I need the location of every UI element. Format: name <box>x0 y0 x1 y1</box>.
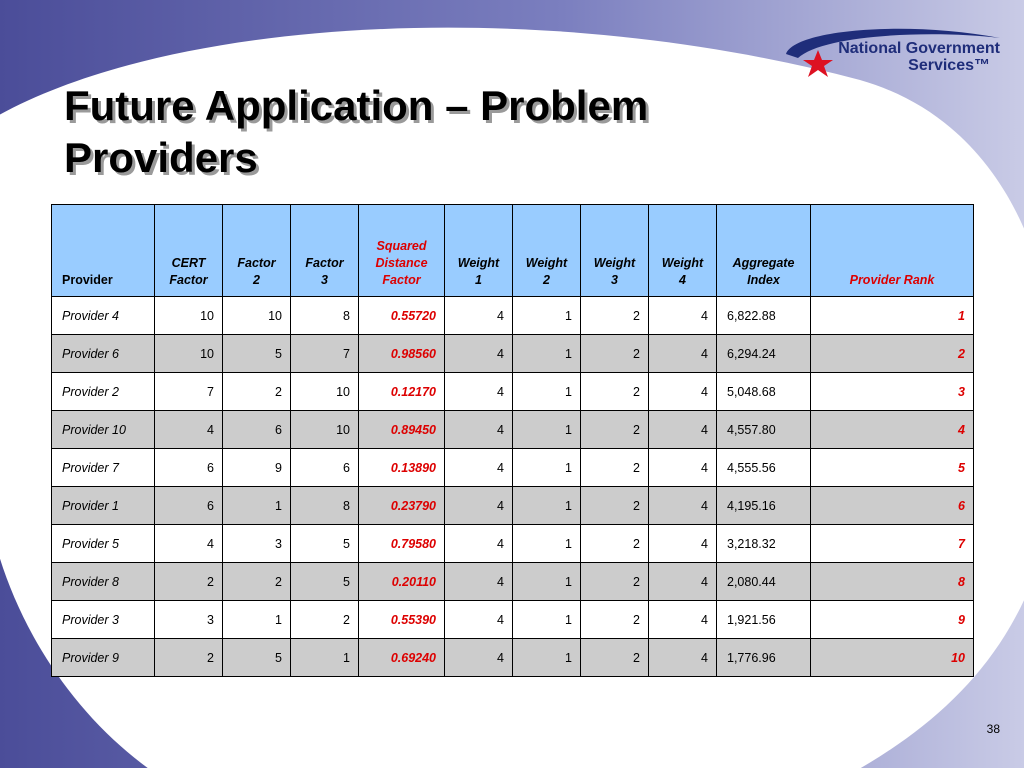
cell-weight-2: 1 <box>513 639 581 677</box>
cell-provider-rank: 10 <box>811 639 974 677</box>
cell-weight-4: 4 <box>649 411 717 449</box>
page-number: 38 <box>986 722 1000 736</box>
cell-provider-rank: 2 <box>811 335 974 373</box>
cell-factor-3: 1 <box>291 639 359 677</box>
cell-cert-factor: 3 <box>155 601 223 639</box>
cell-weight-3: 2 <box>581 487 649 525</box>
cell-factor-3: 8 <box>291 297 359 335</box>
cell-provider-name: Provider 9 <box>52 639 155 677</box>
cell-cert-factor: 10 <box>155 297 223 335</box>
table-row <box>52 563 974 601</box>
logo-line-2: Services™ <box>908 57 990 74</box>
header-provider-rank: Provider Rank <box>811 205 974 297</box>
table-row <box>52 297 974 335</box>
cell-weight-2: 1 <box>513 297 581 335</box>
cell-weight-3: 2 <box>581 335 649 373</box>
cell-provider-rank: 3 <box>811 373 974 411</box>
cell-provider-name: Provider 4 <box>52 297 155 335</box>
cell-weight-1: 4 <box>445 639 513 677</box>
header-weight-4: Weight 4 <box>649 205 717 297</box>
cell-squared-distance-factor: 0.89450 <box>359 411 445 449</box>
cell-weight-4: 4 <box>649 373 717 411</box>
cell-aggregate-index: 4,195.16 <box>717 487 811 525</box>
cell-provider-name: Provider 6 <box>52 335 155 373</box>
slide-title: Future Application – Problem Providers <box>64 82 649 181</box>
table-row <box>52 335 974 373</box>
cell-factor-2: 1 <box>223 601 291 639</box>
cell-weight-1: 4 <box>445 449 513 487</box>
cell-weight-3: 2 <box>581 373 649 411</box>
cell-aggregate-index: 2,080.44 <box>717 563 811 601</box>
cell-aggregate-index: 3,218.32 <box>717 525 811 563</box>
cell-provider-rank: 1 <box>811 297 974 335</box>
cell-provider-name: Provider 3 <box>52 601 155 639</box>
cell-squared-distance-factor: 0.20110 <box>359 563 445 601</box>
cell-provider-rank: 7 <box>811 525 974 563</box>
header-weight-1: Weight 1 <box>445 205 513 297</box>
table-row <box>52 639 974 677</box>
cell-weight-4: 4 <box>649 487 717 525</box>
provider-rank-table <box>51 204 974 677</box>
cell-weight-1: 4 <box>445 411 513 449</box>
cell-weight-1: 4 <box>445 487 513 525</box>
cell-provider-name: Provider 7 <box>52 449 155 487</box>
cell-provider-rank: 4 <box>811 411 974 449</box>
cell-cert-factor: 2 <box>155 639 223 677</box>
table-header-row <box>52 205 974 297</box>
table-row <box>52 449 974 487</box>
cell-squared-distance-factor: 0.69240 <box>359 639 445 677</box>
header-factor-3: Factor 3 <box>291 205 359 297</box>
table-row <box>52 411 974 449</box>
cell-squared-distance-factor: 0.98560 <box>359 335 445 373</box>
cell-weight-3: 2 <box>581 639 649 677</box>
cell-weight-3: 2 <box>581 563 649 601</box>
cell-weight-4: 4 <box>649 639 717 677</box>
cell-weight-3: 2 <box>581 411 649 449</box>
cell-weight-3: 2 <box>581 601 649 639</box>
cell-aggregate-index: 1,921.56 <box>717 601 811 639</box>
cell-weight-4: 4 <box>649 601 717 639</box>
header-squared-distance-factor: Squared Distance Factor <box>359 205 445 297</box>
cell-factor-3: 2 <box>291 601 359 639</box>
cell-factor-3: 5 <box>291 563 359 601</box>
cell-factor-3: 7 <box>291 335 359 373</box>
cell-squared-distance-factor: 0.23790 <box>359 487 445 525</box>
cell-aggregate-index: 4,555.56 <box>717 449 811 487</box>
cell-cert-factor: 2 <box>155 563 223 601</box>
cell-weight-2: 1 <box>513 525 581 563</box>
cell-weight-4: 4 <box>649 449 717 487</box>
cell-provider-rank: 8 <box>811 563 974 601</box>
cell-factor-2: 9 <box>223 449 291 487</box>
cell-weight-4: 4 <box>649 297 717 335</box>
cell-weight-4: 4 <box>649 563 717 601</box>
cell-provider-name: Provider 10 <box>52 411 155 449</box>
cell-cert-factor: 6 <box>155 487 223 525</box>
cell-weight-2: 1 <box>513 373 581 411</box>
cell-cert-factor: 4 <box>155 411 223 449</box>
cell-weight-1: 4 <box>445 297 513 335</box>
header-weight-2: Weight 2 <box>513 205 581 297</box>
cell-factor-2: 5 <box>223 639 291 677</box>
header-weight-3: Weight 3 <box>581 205 649 297</box>
cell-squared-distance-factor: 0.13890 <box>359 449 445 487</box>
cell-factor-3: 6 <box>291 449 359 487</box>
header-provider: Provider <box>52 205 155 297</box>
cell-provider-name: Provider 8 <box>52 563 155 601</box>
cell-weight-4: 4 <box>649 525 717 563</box>
cell-weight-3: 2 <box>581 449 649 487</box>
cell-weight-2: 1 <box>513 411 581 449</box>
ngs-logo-text <box>822 40 1000 74</box>
table-row <box>52 601 974 639</box>
table-row <box>52 525 974 563</box>
cell-weight-2: 1 <box>513 563 581 601</box>
header-factor-2: Factor 2 <box>223 205 291 297</box>
cell-factor-2: 3 <box>223 525 291 563</box>
header-cert-factor: CERT Factor <box>155 205 223 297</box>
cell-provider-rank: 9 <box>811 601 974 639</box>
cell-aggregate-index: 5,048.68 <box>717 373 811 411</box>
cell-cert-factor: 10 <box>155 335 223 373</box>
table-row <box>52 487 974 525</box>
cell-factor-2: 6 <box>223 411 291 449</box>
cell-weight-3: 2 <box>581 525 649 563</box>
cell-provider-rank: 6 <box>811 487 974 525</box>
logo-line-1: National Government <box>838 40 1000 57</box>
cell-provider-name: Provider 2 <box>52 373 155 411</box>
header-aggregate-index: Aggregate Index <box>717 205 811 297</box>
cell-factor-3: 10 <box>291 411 359 449</box>
cell-aggregate-index: 6,294.24 <box>717 335 811 373</box>
cell-weight-2: 1 <box>513 449 581 487</box>
cell-weight-4: 4 <box>649 335 717 373</box>
cell-weight-1: 4 <box>445 563 513 601</box>
table-row <box>52 373 974 411</box>
cell-aggregate-index: 4,557.80 <box>717 411 811 449</box>
cell-factor-3: 5 <box>291 525 359 563</box>
cell-aggregate-index: 6,822.88 <box>717 297 811 335</box>
cell-squared-distance-factor: 0.55720 <box>359 297 445 335</box>
cell-weight-3: 2 <box>581 297 649 335</box>
cell-factor-2: 2 <box>223 373 291 411</box>
cell-aggregate-index: 1,776.96 <box>717 639 811 677</box>
cell-weight-2: 1 <box>513 601 581 639</box>
cell-cert-factor: 7 <box>155 373 223 411</box>
cell-provider-name: Provider 5 <box>52 525 155 563</box>
cell-weight-1: 4 <box>445 525 513 563</box>
cell-weight-1: 4 <box>445 373 513 411</box>
cell-factor-3: 10 <box>291 373 359 411</box>
cell-provider-name: Provider 1 <box>52 487 155 525</box>
cell-cert-factor: 6 <box>155 449 223 487</box>
cell-factor-2: 1 <box>223 487 291 525</box>
cell-squared-distance-factor: 0.79580 <box>359 525 445 563</box>
cell-weight-1: 4 <box>445 601 513 639</box>
cell-cert-factor: 4 <box>155 525 223 563</box>
cell-weight-2: 1 <box>513 335 581 373</box>
cell-factor-2: 2 <box>223 563 291 601</box>
cell-factor-3: 8 <box>291 487 359 525</box>
cell-weight-1: 4 <box>445 335 513 373</box>
cell-provider-rank: 5 <box>811 449 974 487</box>
cell-factor-2: 5 <box>223 335 291 373</box>
cell-squared-distance-factor: 0.55390 <box>359 601 445 639</box>
cell-weight-2: 1 <box>513 487 581 525</box>
cell-factor-2: 10 <box>223 297 291 335</box>
cell-squared-distance-factor: 0.12170 <box>359 373 445 411</box>
